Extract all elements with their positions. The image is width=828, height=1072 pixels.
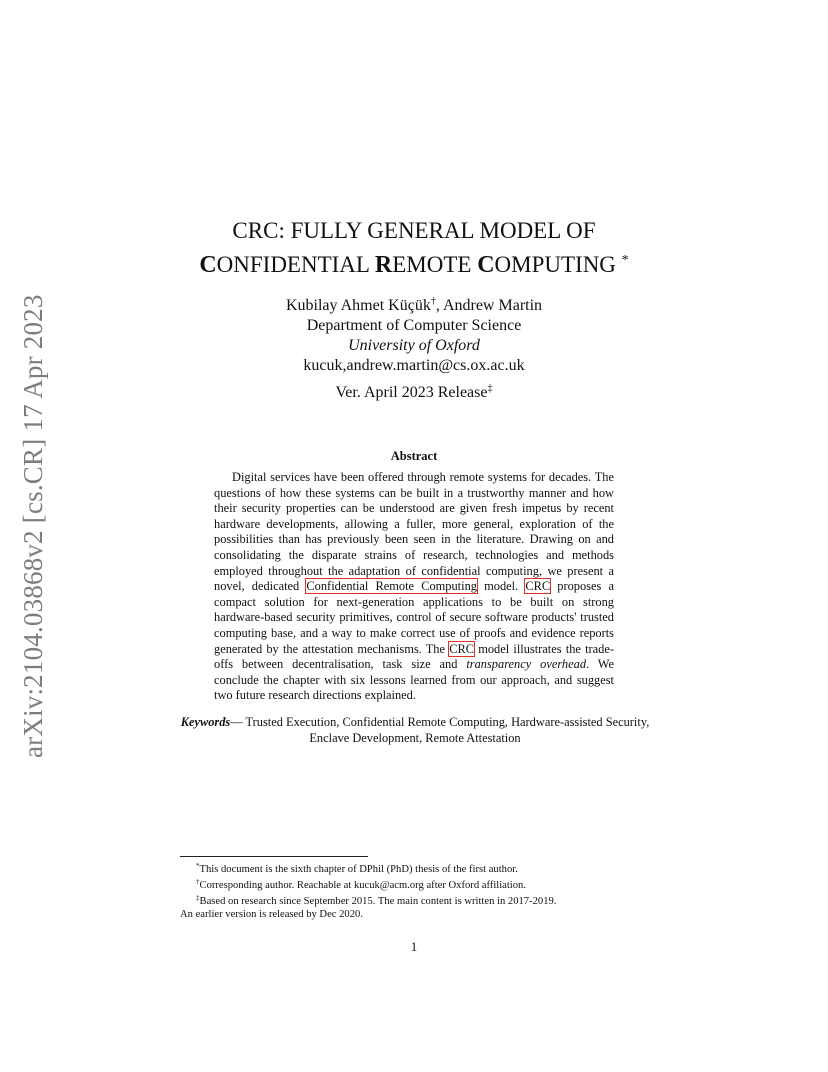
abstract-segment-1: Digital services have been offered through remote systems for decades. The questions of how these systems can be built in a trustworthy manner and how their security properties can be understood are given fresh impetus by recent hardware developments, allowing a fuller, more general, exploration of the possibilities than has previously been seen in the literature. Drawing on and consolidating the disparate strains of research, technologies and methods employed throughout the adaptation of confidential computing, we present a novel, dedicated xyxy=(214,470,614,594)
title-word-omputing: OMPUTING xyxy=(494,252,616,277)
crc-link-acronym-1[interactable]: CRC xyxy=(525,579,551,594)
abstract-heading: Abstract xyxy=(390,449,438,463)
title-cap-r: R xyxy=(374,252,393,278)
crc-link-full[interactable]: Confidential Remote Computing xyxy=(306,579,477,594)
author-block xyxy=(150,292,678,376)
version-line xyxy=(150,383,678,402)
paper-title xyxy=(150,216,678,280)
author-name-2: , Andrew Martin xyxy=(435,297,543,314)
title-word-emote: EMOTE xyxy=(392,252,478,277)
author-names xyxy=(150,292,678,316)
title-footnote-mark[interactable]: * xyxy=(621,253,629,268)
footnote-3 xyxy=(180,892,640,908)
abstract-segment-5: . We conclude the chapter with six lessons learned from our approach, and suggest two future research directions explained. xyxy=(214,657,614,703)
title-line-2 xyxy=(150,246,678,280)
arxiv-identifier: arXiv:2104.03868v2 [cs.CR] 17 Apr 2023 xyxy=(18,294,48,758)
footnote-1-text: This document is the sixth chapter of DPhil (PhD) thesis of the first author. xyxy=(199,864,518,875)
author-name-1: Kubilay Ahmet Küçük xyxy=(285,297,431,314)
abstract-italic-term: transparency overhead xyxy=(466,657,587,672)
keywords-label: Keywords xyxy=(180,715,231,729)
author-footnote-mark[interactable]: † xyxy=(430,296,436,307)
page-number: 1 xyxy=(410,939,418,954)
author-email: kucuk,andrew.martin@cs.ox.ac.uk xyxy=(303,357,525,374)
version-text: Ver. April 2023 Release xyxy=(335,384,488,401)
abstract-segment-4: model illustrates the trade-offs between decentralisation, task size and xyxy=(214,641,614,672)
author-university: University of Oxford xyxy=(348,337,480,354)
title-line-1: CRC: FULLY GENERAL MODEL OF xyxy=(232,218,596,243)
footnote-1 xyxy=(180,860,640,876)
abstract-text xyxy=(214,470,614,704)
author-department: Department of Computer Science xyxy=(306,317,522,334)
footnote-1-mark: * xyxy=(196,862,200,870)
keywords-section xyxy=(180,715,650,746)
version-footnote-mark[interactable]: ‡ xyxy=(487,383,493,394)
keywords-list: — Trusted Execution, Confidential Remote Computing, Hardware-assisted Security, Enclave Development, Remote Attestation xyxy=(230,715,650,745)
abstract-segment-3: proposes a compact solution for next-generation applications to be built on strong hardware-based security primitives, control of secure software products' trusted computing base, and a way to make correct use of proofs and evidence reports generated by the attestation mechanisms. The xyxy=(214,579,614,656)
title-word-onfidential: ONFIDENTIAL xyxy=(216,252,375,277)
footnote-3-continuation: An earlier version is released by Dec 2020. xyxy=(180,909,363,920)
abstract-segment-2: model. xyxy=(476,579,526,594)
footnote-2-mark: † xyxy=(196,878,200,886)
title-cap-c2: C xyxy=(477,252,495,278)
footnote-3-mark: ‡ xyxy=(196,894,200,902)
crc-link-acronym-2[interactable]: CRC xyxy=(449,641,474,656)
footnote-2 xyxy=(180,876,640,892)
footnote-divider xyxy=(180,856,368,857)
footnote-3-text: Based on research since September 2015. The main content is written in 2017-2019. xyxy=(199,896,557,907)
footnotes xyxy=(180,860,640,921)
footnote-2-text: Corresponding author. Reachable at kucuk@acm.org after Oxford affiliation. xyxy=(199,880,526,891)
title-cap-c1: C xyxy=(199,252,217,278)
